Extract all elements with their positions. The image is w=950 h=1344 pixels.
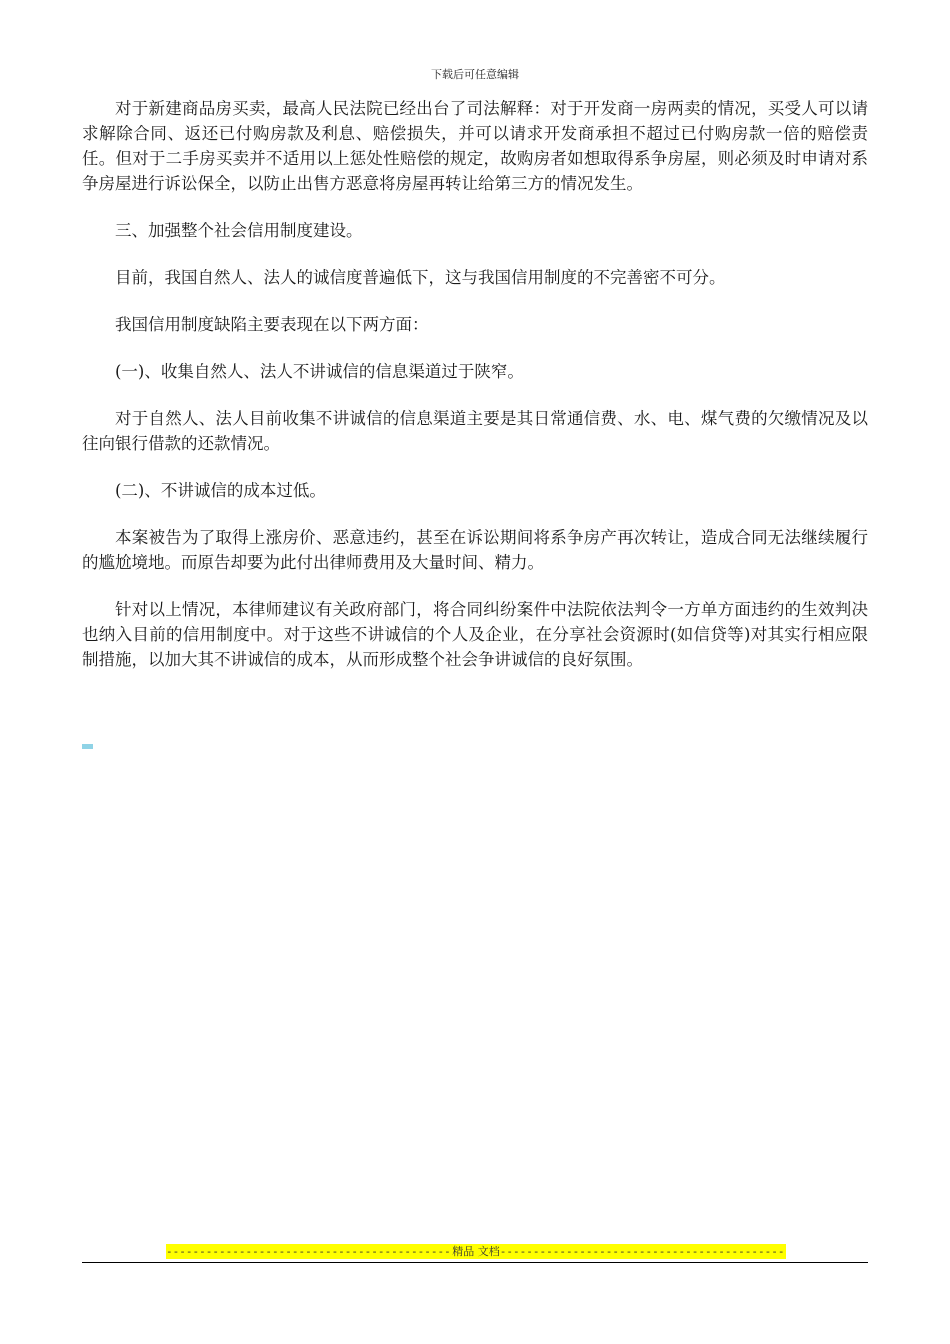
footer-label: 精品 文档 [452, 1245, 500, 1258]
paragraph-case-defendant: 本案被告为了取得上涨房价、恶意违约，甚至在诉讼期间将系争房产再次转让，造成合同无法继续履行的尴尬境地。而原告却要为此付出律师费用及大量时间、精力。 [82, 528, 868, 572]
footer-highlight-banner [166, 1244, 786, 1259]
footer-dash-right [500, 1244, 786, 1259]
paragraph-defects-intro: 我国信用制度缺陷主要表现在以下两方面： [115, 315, 429, 334]
page-header-note: 下载后可任意编辑 [431, 68, 519, 81]
paragraph-recommendation: 针对以上情况，本律师建议有关政府部门，将合同纠纷案件中法院依法判令一方单方面违约的生效判决也纳入目前的信用制度中。对于这些不讲诚信的个人及企业，在分享社会资源时(如信贷等)对其实行相应限制措施，以加大其不讲诚信的成本，从而形成整个社会争讲诚信的良好氛围。 [82, 600, 868, 669]
paragraph-information-channels: 对于自然人、法人目前收集不讲诚信的信息渠道主要是其日常通信费、水、电、煤气费的欠缴情况及以往向银行借款的还款情况。 [82, 409, 868, 453]
document-body [82, 96, 868, 672]
paragraph-integrity-low: 目前，我国自然人、法人的诚信度普遍低下，这与我国信用制度的不完善密不可分。 [115, 268, 726, 287]
footer-divider [82, 1262, 868, 1263]
text-cursor-marker [82, 744, 93, 749]
section-heading-credit-system: 三、加强整个社会信用制度建设。 [115, 221, 363, 240]
subheading-narrow-channels: (一)、收集自然人、法人不讲诚信的信息渠道过于陕窄。 [115, 362, 524, 381]
subheading-low-cost: (二)、不讲诚信的成本过低。 [115, 481, 326, 500]
footer-dash-left [166, 1244, 452, 1259]
paragraph-new-housing: 对于新建商品房买卖，最高人民法院已经出台了司法解释：对于开发商一房两卖的情况，买受人可以请求解除合同、返还已付购房款及利息、赔偿损失，并可以请求开发商承担不超过已付购房款一倍的赔偿责任。但对于二手房买卖并不适用以上惩处性赔偿的规定，故购房者如想取得系争房屋，则必须及时申请对系争房屋进行诉讼保全，以防止出售方恶意将房屋再转让给第三方的情况发生。 [82, 99, 868, 193]
